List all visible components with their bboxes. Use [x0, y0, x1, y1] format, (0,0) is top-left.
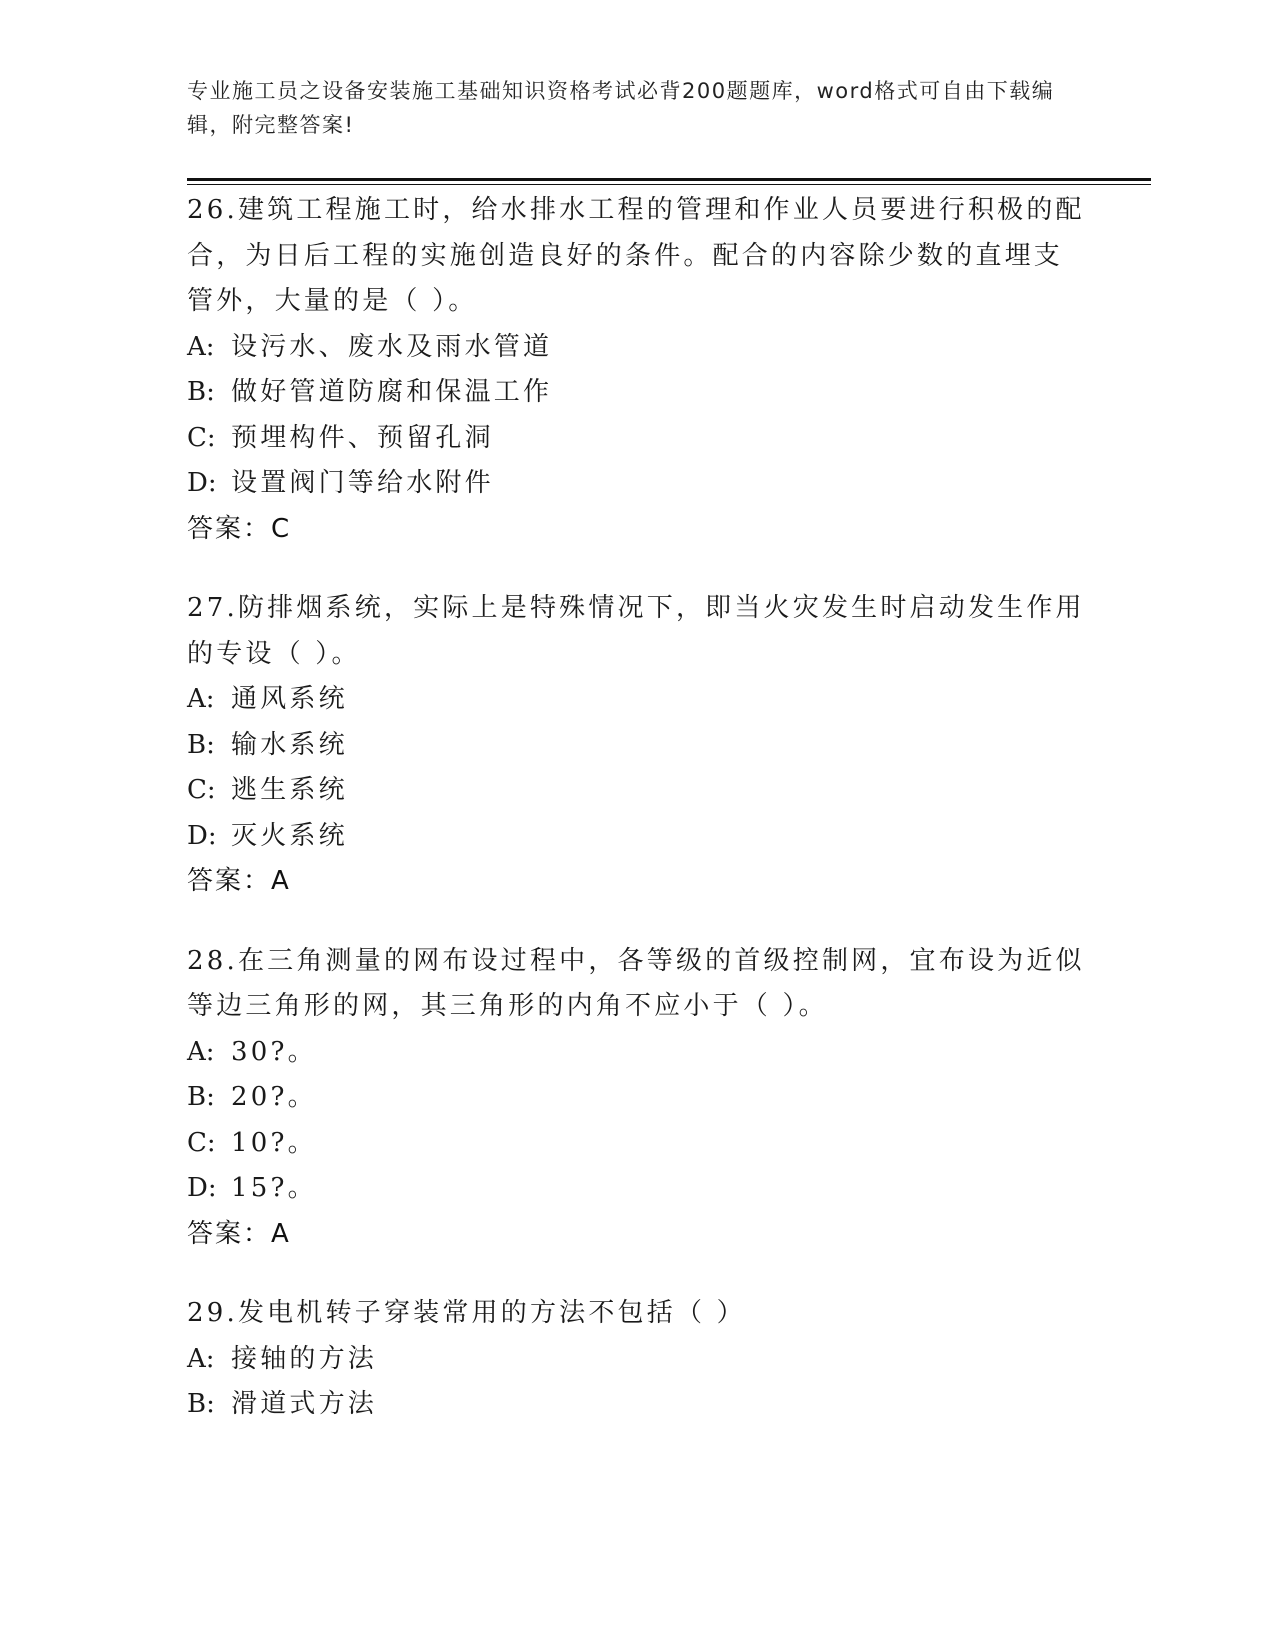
option-c	[187, 1121, 1087, 1167]
option-a	[187, 325, 1087, 371]
option-letter: B:	[187, 729, 215, 760]
option-letter: D:	[187, 1173, 217, 1203]
option-a	[187, 1030, 1087, 1076]
question-text: 28.在三角测量的网布设过程中，各等级的首级控制网，宜布设为近似等边三角形的网，其三角形的内角不应小于（ ）。	[187, 945, 1085, 1021]
option-a	[187, 677, 1087, 723]
option-c	[187, 416, 1087, 462]
option-a	[187, 1337, 1087, 1383]
option-text: 20?。	[231, 1082, 317, 1112]
option-d	[187, 1166, 1087, 1212]
option-d	[187, 814, 1087, 860]
option-letter: D:	[187, 468, 217, 498]
option-b	[187, 723, 1087, 769]
question-28	[187, 939, 1087, 1258]
answer-line: 答案：A	[187, 866, 291, 896]
answer-line: 答案：A	[187, 1218, 291, 1249]
option-d	[187, 461, 1087, 507]
option-letter: C:	[187, 775, 216, 805]
option-text: 10?。	[231, 1127, 317, 1158]
option-letter: B:	[187, 377, 215, 407]
question-text: 26.建筑工程施工时，给水排水工程的管理和作业人员要进行积极的配合，为日后工程的实施创造良好的条件。配合的内容除少数的直埋支管外，大量的是（ ）。	[187, 195, 1085, 316]
option-letter: A:	[187, 684, 215, 714]
answer-line: 答案：C	[187, 513, 292, 544]
option-text: 设置阀门等给水附件	[231, 468, 494, 498]
question-list	[187, 188, 1087, 1462]
option-text: 预埋构件、预留孔洞	[231, 422, 494, 453]
option-text: 通风系统	[231, 684, 348, 714]
option-letter: C:	[187, 1127, 216, 1158]
question-27	[187, 586, 1087, 905]
option-letter: A:	[187, 1036, 215, 1067]
option-c	[187, 768, 1087, 814]
option-letter: A:	[187, 1343, 215, 1374]
header-rule-thin	[187, 184, 1151, 185]
option-letter: B:	[187, 1389, 215, 1419]
question-text: 27.防排烟系统，实际上是特殊情况下，即当火灾发生时启动发生作用的专设（ ）。	[187, 593, 1085, 669]
option-text: 接轴的方法	[231, 1343, 378, 1374]
option-text: 做好管道防腐和保温工作	[231, 377, 553, 407]
option-text: 30?。	[231, 1036, 317, 1067]
option-letter: A:	[187, 331, 215, 362]
option-text: 滑道式方法	[231, 1389, 378, 1419]
option-b	[187, 370, 1087, 416]
option-text: 15?。	[231, 1173, 317, 1203]
option-text: 设污水、废水及雨水管道	[231, 331, 553, 362]
option-text: 输水系统	[231, 729, 348, 760]
option-letter: B:	[187, 1082, 215, 1112]
question-text: 29.发电机转子穿装常用的方法不包括（ ）	[187, 1298, 746, 1328]
option-text: 逃生系统	[231, 775, 348, 805]
option-letter: C:	[187, 422, 216, 453]
option-letter: D:	[187, 820, 217, 851]
option-b	[187, 1382, 1087, 1428]
option-text: 灭火系统	[231, 820, 348, 851]
document-header: 专业施工员之设备安装施工基础知识资格考试必背200题题库，word格式可自由下载编辑，附完整答案!	[187, 79, 1055, 137]
question-26	[187, 188, 1087, 552]
header-rule-thick	[187, 178, 1151, 181]
question-29	[187, 1291, 1087, 1428]
option-b	[187, 1075, 1087, 1121]
